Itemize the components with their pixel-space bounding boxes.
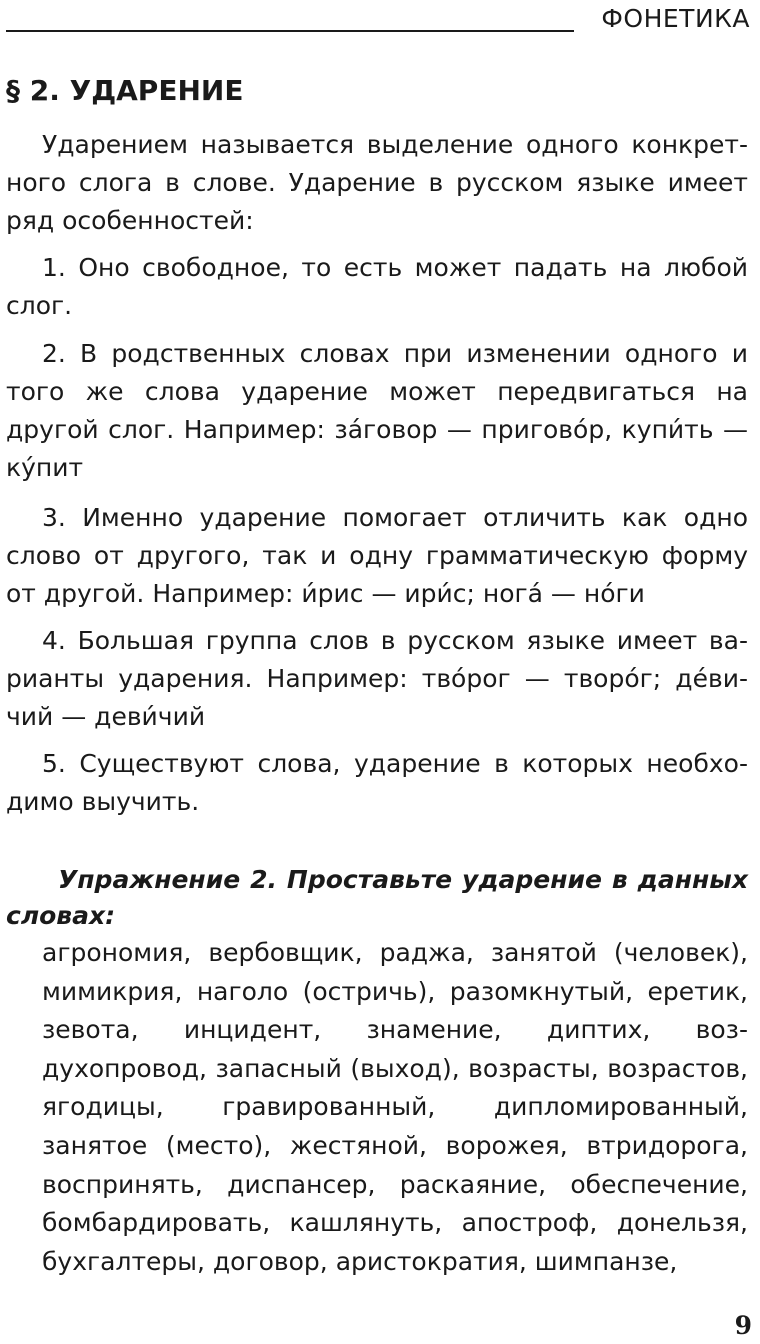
running-header <box>6 4 750 34</box>
exercise-title: Упражнение 2. Проставьте ударение в данных словах: <box>6 865 748 930</box>
paragraph-definition: Ударением называется выделение одного конкретного слога в слове. Ударение в русском языке имеет ряд особенностей: <box>6 130 748 235</box>
paragraph-point-2: 2. В родственных словах при изменении одного и того же слова ударение может передвигаться на другой слог. Например: за́говор — пригово́р, купи́ть — ку́пит <box>6 339 748 482</box>
running-header-title: ФОНЕТИКА <box>601 4 750 33</box>
section-title: § 2. УДАРЕНИЕ <box>6 74 244 107</box>
paragraph-point-4: 4. Большая группа слов в русском языке имеет варианты ударения. Например: тво́рог — творо́г; де́вичий — деви́чий <box>6 626 748 731</box>
paragraph-point-5: 5. Существуют слова, ударение в которых необходимо выучить. <box>6 749 748 816</box>
exercise-word-list: агрономия, вербовщик, раджа, занятой (человек), мимикрия, наголо (остричь), разомкнутый, еретик, зевота, инцидент, знамение, диптих, воздухопровод, запасный (выход), возрасты, возрастов, ягодицы, гравированный, дипломированный, занятое (место), жестяной, ворожея, втридорога, воспринять, диспансер, раскаяние, обеспечение, бомбардировать, кашлянуть, апостроф, донельзя, бухгалтеры, договор, аристократия, шимпанзе, <box>42 938 748 1276</box>
page-number: 9 <box>734 1311 752 1340</box>
header-rule <box>6 30 574 32</box>
paragraph-point-3: 3. Именно ударение помогает отличить как одно слово от другого, так и одну грамматическую форму от другой. Например: и́рис — ири́с; нога́ — но́ги <box>6 503 748 608</box>
paragraph-point-1: 1. Оно свободное, то есть может падать на любой слог. <box>6 253 748 320</box>
